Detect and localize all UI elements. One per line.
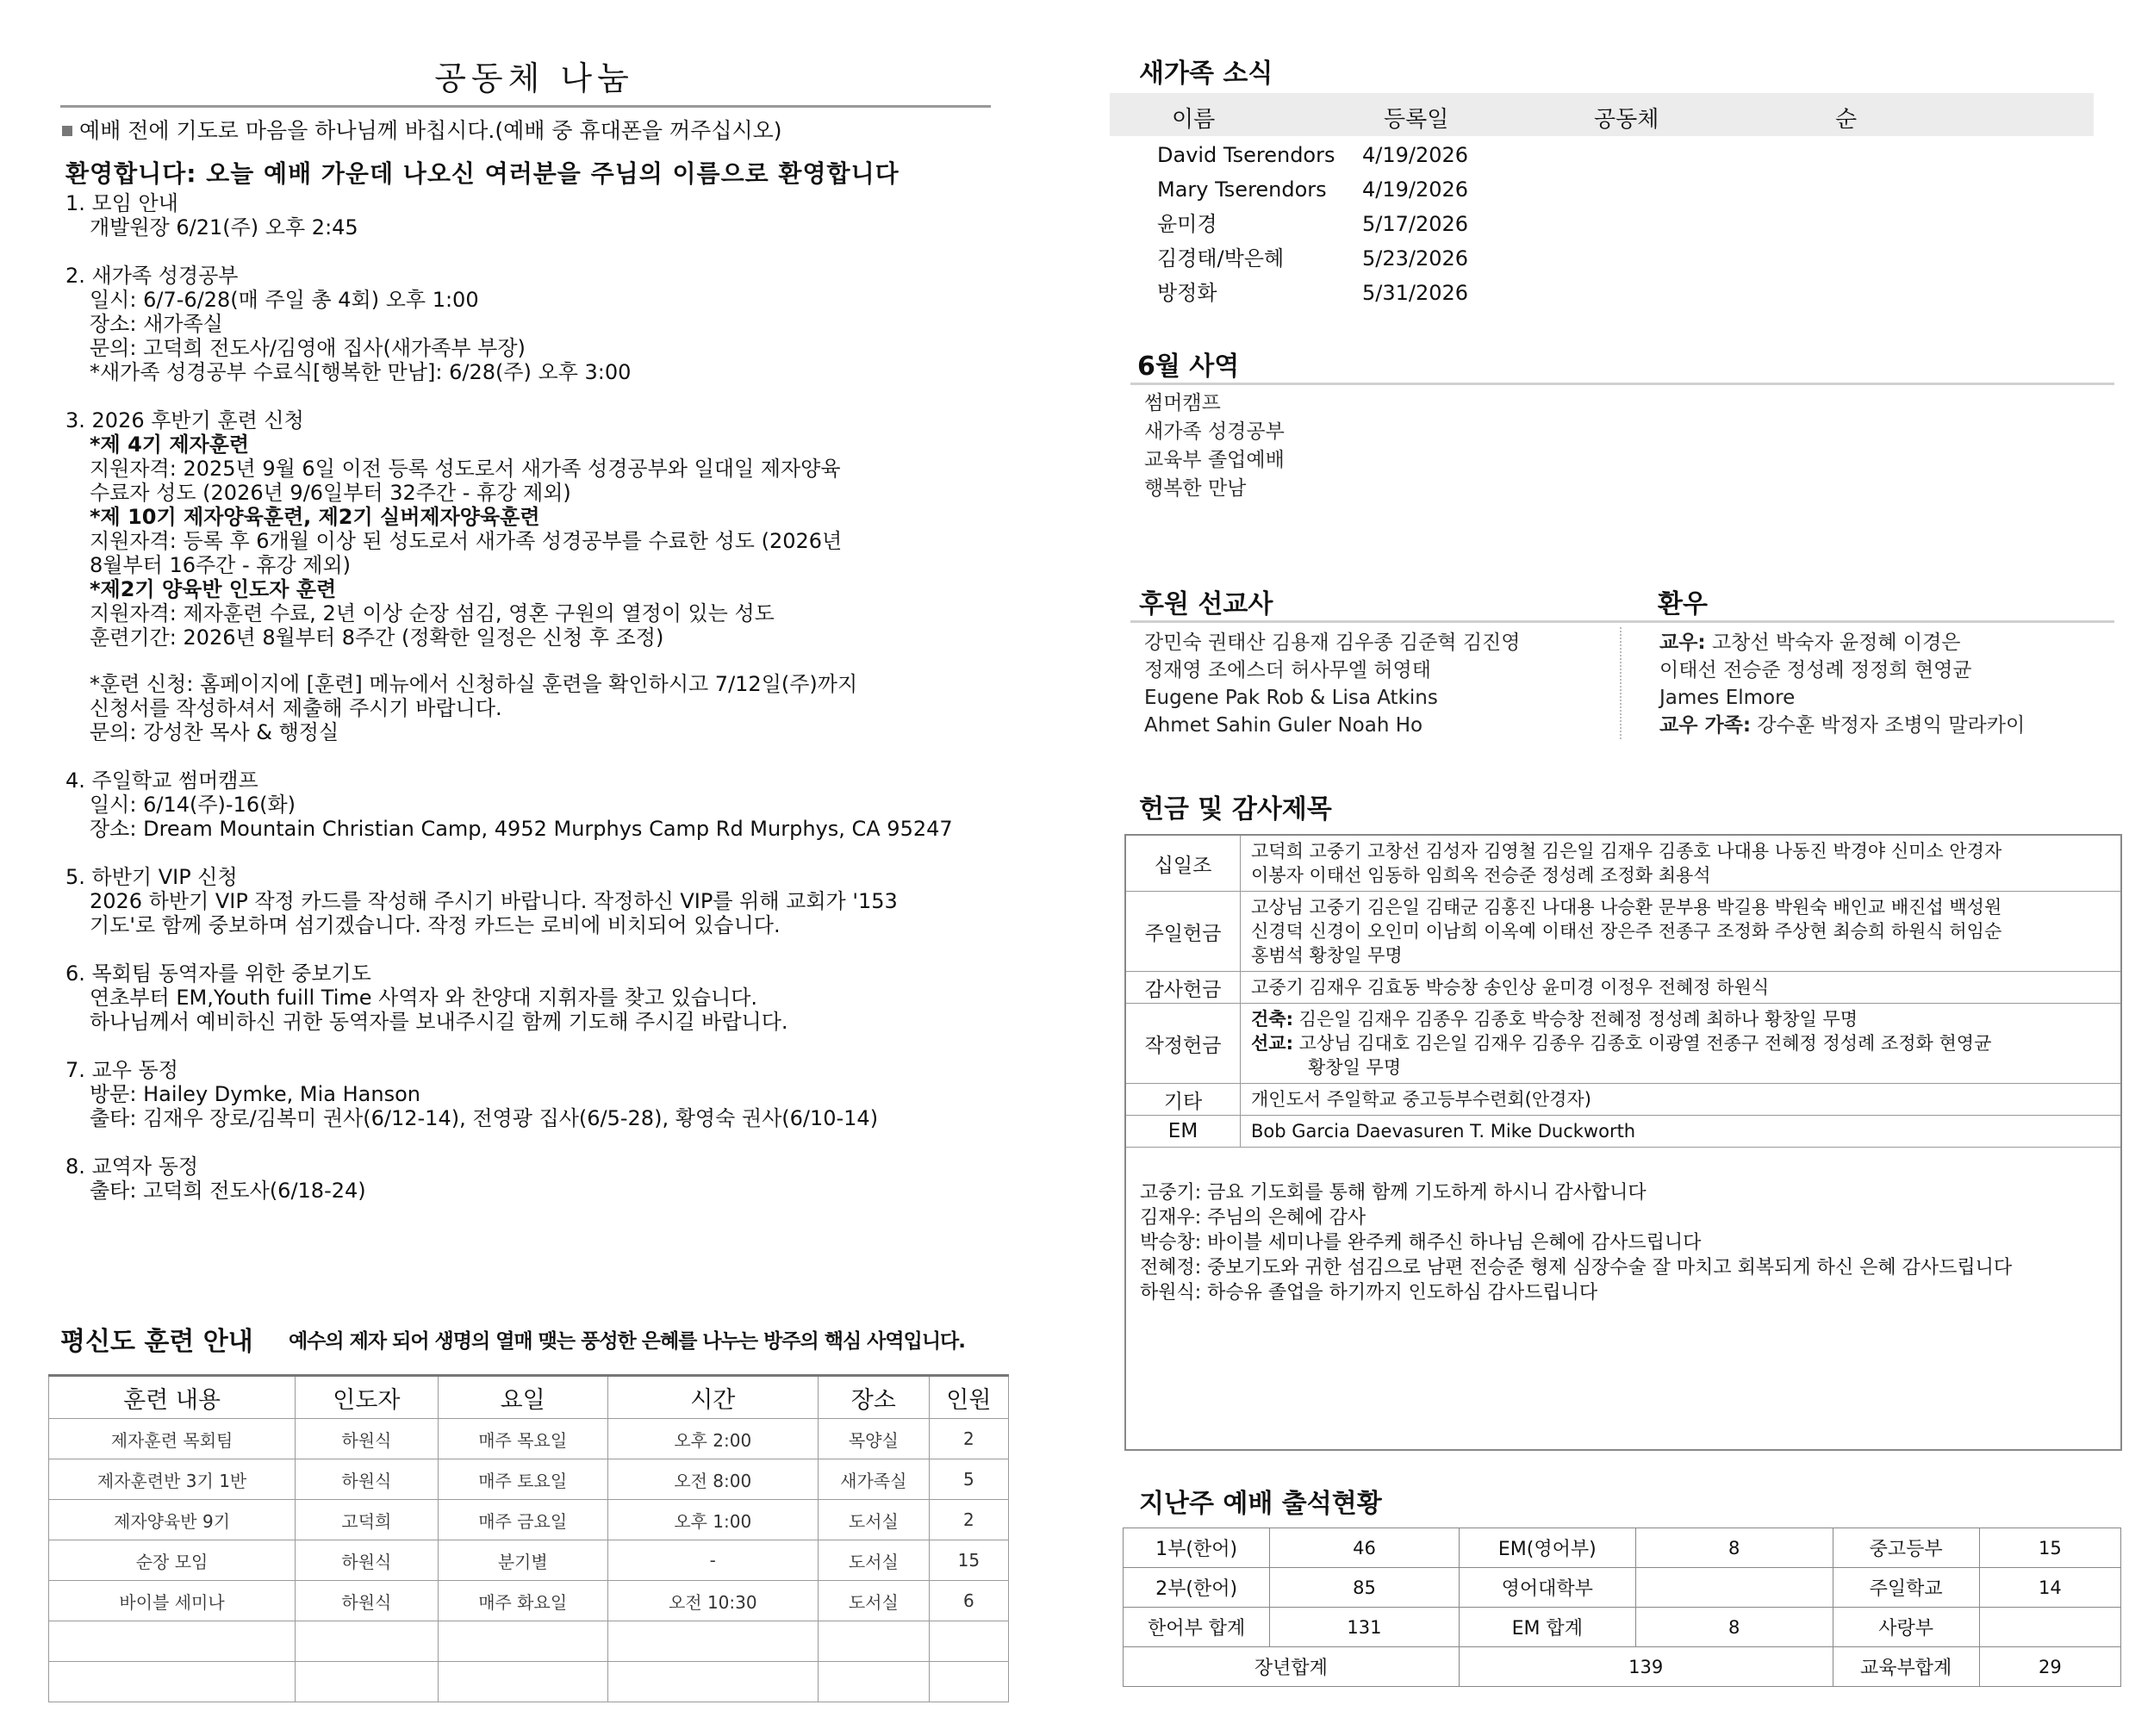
training-cell: - — [607, 1540, 818, 1581]
offering-category: EM — [1126, 1116, 1241, 1148]
training-cell: 순장 모임 — [49, 1540, 296, 1581]
registration-date: 5/17/2026 — [1362, 212, 1469, 236]
announcement-line: 신청서를 작성하셔서 제출해 주시기 바랍니다. — [90, 696, 502, 720]
training-row — [49, 1459, 1009, 1500]
offering-category: 감사헌금 — [1126, 972, 1241, 1004]
training-row — [49, 1621, 1009, 1662]
training-cell: 하원식 — [296, 1459, 439, 1500]
announcement-item — [65, 865, 1013, 937]
offering-line — [1251, 1007, 2110, 1031]
missionary-line: 강민숙 권태산 김용재 김우종 김준혁 김진영 — [1144, 632, 1521, 654]
training-cell: 2 — [929, 1419, 1008, 1459]
training-cell: 도서실 — [818, 1500, 929, 1540]
offering-category: 기타 — [1126, 1084, 1241, 1116]
offering-kind: 건축: — [1251, 1009, 1293, 1030]
announcement-line: 지원자격: 2025년 9월 6일 이전 등록 성도로서 새가족 성경공부와 일대일 제자양육 — [90, 457, 841, 481]
member-name: Mary Tserendors — [1157, 177, 1327, 202]
training-cell — [296, 1662, 439, 1702]
training-table-body — [49, 1419, 1009, 1702]
training-cell: 목양실 — [818, 1419, 929, 1459]
thanks-line: 전혜정: 중보기도와 귀한 섬김으로 남편 전승준 형제 심장수술 잘 마치고 회복되게 하신 은혜 감사드립니다 — [1140, 1257, 2013, 1279]
offering-line — [1251, 919, 2110, 943]
offering-donors: 고덕희 고중기 고창선 김성자 김영철 김은일 김재우 김종호 나대용 나동진 박경야 신미소 안경자 — [1251, 841, 2002, 862]
announcement-item — [65, 768, 1013, 841]
announcement-line: 지원자격: 등록 후 6개월 이상 된 성도로서 새가족 성경공부를 수료한 성도 (2026년 — [90, 529, 843, 553]
training-column-header: 훈련 내용 — [49, 1376, 296, 1419]
registration-date: 4/19/2026 — [1362, 143, 1469, 167]
offering-kind: 선교: — [1251, 1033, 1293, 1054]
offering-donors: 개인도서 주일학교 중고등부수련회(안경자) — [1251, 1089, 1591, 1110]
offering-donors: 고중기 김재우 김효동 박승창 송인상 윤미경 이정우 전혜정 하원식 — [1251, 977, 1770, 998]
member-name: David Tserendors — [1157, 143, 1335, 167]
announcement-line: 개발원장 6/21(주) 오후 2:45 — [90, 215, 358, 240]
spacer — [65, 650, 1013, 672]
announcement-item — [65, 1058, 1013, 1130]
training-subtitle: 예수의 제자 되어 생명의 열매 맺는 풍성한 은혜를 나누는 방주의 핵심 사역입니다. — [289, 1330, 966, 1353]
training-cell — [818, 1662, 929, 1702]
offering-donors: 고상님 김대호 김은일 김재우 김종우 김종호 이광열 전종구 전혜정 정성례 조정화 현영균 — [1292, 1033, 1992, 1054]
announcement-line: *제 10기 제자양육훈련, 제2기 실버제자양육훈련 — [90, 505, 540, 529]
attendance-count — [1979, 1608, 2120, 1647]
training-cell — [929, 1621, 1008, 1662]
announcement-line: *제 4기 제자훈련 — [90, 432, 250, 457]
training-cell: 오후 2:00 — [607, 1419, 818, 1459]
offering-names — [1241, 1084, 2121, 1116]
training-table-header — [49, 1376, 1009, 1419]
training-cell — [49, 1662, 296, 1702]
offering-category: 십일조 — [1126, 836, 1241, 892]
announcement-line: 문의: 고덕희 전도사/김영애 집사(새가족부 부장) — [90, 336, 526, 360]
training-cell: 분기별 — [438, 1540, 607, 1581]
member-name: 윤미경 — [1157, 212, 1217, 236]
attendance-label: EM 합계 — [1459, 1608, 1635, 1647]
announcement-line: *새가족 성경공부 수료식[행복한 만남]: 6/28(주) 오후 3:00 — [90, 360, 632, 384]
offering-category: 작정헌금 — [1126, 1004, 1241, 1084]
offering-row — [1126, 1004, 2120, 1084]
announcement-line: 일시: 6/7-6/28(매 주일 총 4회) 오후 1:00 — [90, 288, 479, 312]
sick-line — [1659, 684, 2025, 712]
announcement-heading: 7. 교우 동정 — [65, 1058, 178, 1082]
attendance-label: 중고등부 — [1833, 1528, 1979, 1568]
attendance-count: 29 — [1979, 1647, 2120, 1687]
announcement-line: 수료자 성도 (2026년 9/6일부터 32주간 - 휴강 제외) — [90, 481, 571, 505]
training-cell: 제자훈련반 3기 1반 — [49, 1459, 296, 1500]
attendance-heading: 지난주 예배 출석현황 — [1139, 1489, 1382, 1519]
offering-line — [1251, 895, 2110, 919]
training-cell: 15 — [929, 1540, 1008, 1581]
announcement-heading: 4. 주일학교 썸머캠프 — [65, 768, 258, 793]
member-name: 방정화 — [1157, 281, 1217, 305]
new-family-row — [1157, 207, 1469, 241]
training-cell: 제자양육반 9기 — [49, 1500, 296, 1540]
square-bullet-icon — [62, 126, 72, 136]
offering-names — [1241, 836, 2121, 892]
offering-line — [1251, 1119, 2110, 1143]
attendance-count: 15 — [1979, 1528, 2120, 1568]
training-cell: 오전 8:00 — [607, 1459, 818, 1500]
training-cell: 2 — [929, 1500, 1008, 1540]
thanks-list — [1140, 1180, 2012, 1305]
announcement-item — [65, 408, 1013, 744]
new-family-row — [1157, 138, 1469, 172]
offering-donors: Bob Garcia Daevasuren T. Mike Duckworth — [1251, 1121, 1636, 1142]
attendance-row — [1124, 1608, 2121, 1647]
attendance-count: 139 — [1459, 1647, 1833, 1687]
attendance-label: 2부(한어) — [1124, 1568, 1270, 1608]
offering-line — [1251, 863, 2110, 887]
registration-date: 5/23/2026 — [1362, 246, 1469, 271]
training-column-header: 인도자 — [296, 1376, 439, 1419]
announcement-heading: 6. 목회팀 동역자를 위한 중보기도 — [65, 961, 371, 986]
attendance-count: 8 — [1635, 1528, 1833, 1568]
training-row — [49, 1540, 1009, 1581]
offering-box — [1124, 834, 2122, 1451]
attendance-label: 교육부합계 — [1833, 1647, 1979, 1687]
offering-row — [1126, 1084, 2120, 1116]
training-cell: 하원식 — [296, 1581, 439, 1621]
june-item: 교육부 졸업예배 — [1144, 449, 1285, 471]
training-heading: 평신도 훈련 안내 — [60, 1327, 253, 1357]
sick-list — [1659, 629, 2025, 739]
new-family-row — [1157, 276, 1469, 310]
announcement-line: 출타: 김재우 장로/김복미 권사(6/12-14), 전영광 집사(6/5-28), 황영숙 권사(6/10-14) — [90, 1106, 879, 1130]
attendance-label: 장년합계 — [1124, 1647, 1460, 1687]
announcements-list — [65, 191, 1013, 1227]
offering-row — [1126, 836, 2120, 892]
attendance-label: 1부(한어) — [1124, 1528, 1270, 1568]
sick-names: 강수훈 박정자 조병익 말라카이 — [1751, 714, 2026, 737]
training-cell: 5 — [929, 1459, 1008, 1500]
announcement-heading: 1. 모임 안내 — [65, 191, 178, 215]
announcement-heading: 8. 교역자 동정 — [65, 1154, 199, 1179]
thanks-line: 하원식: 하승유 졸업을 하기까지 인도하심 감사드립니다 — [1140, 1282, 1598, 1304]
offering-row — [1126, 1116, 2120, 1148]
announcement-line: 방문: Hailey Dymke, Mia Hanson — [90, 1082, 420, 1106]
missionaries-divider — [1130, 620, 2114, 623]
attendance-count — [1635, 1568, 1833, 1608]
training-cell: 매주 토요일 — [438, 1459, 607, 1500]
announcement-heading: 5. 하반기 VIP 신청 — [65, 865, 238, 889]
offering-heading: 헌금 및 감사제목 — [1139, 794, 1332, 824]
announcement-line: 훈련기간: 2026년 8월부터 8주간 (정확한 일정은 신청 후 조정) — [90, 625, 664, 650]
announcement-line: 2026 하반기 VIP 작정 카드를 작성해 주시기 바랍니다. 작정하신 VIP를 위해 교회가 '153 — [90, 889, 898, 913]
june-item: 썸머캠프 — [1144, 392, 1221, 414]
announcement-heading: 2. 새가족 성경공부 — [65, 264, 239, 288]
training-cell — [818, 1621, 929, 1662]
offering-category: 주일헌금 — [1126, 892, 1241, 972]
announcement-item — [65, 264, 1013, 384]
title-divider — [60, 105, 991, 108]
training-cell: 6 — [929, 1581, 1008, 1621]
column-header-group: 순 — [1835, 107, 1858, 133]
sick-heading: 환우 — [1658, 589, 1708, 619]
offering-donors: 황창일 무명 — [1308, 1057, 1402, 1078]
announcement-item — [65, 191, 1013, 240]
column-header-community: 공동체 — [1594, 107, 1659, 133]
attendance-row — [1124, 1568, 2121, 1608]
attendance-count: 46 — [1270, 1528, 1459, 1568]
training-cell: 제자훈련 목회팀 — [49, 1419, 296, 1459]
training-column-header: 장소 — [818, 1376, 929, 1419]
training-column-header: 인원 — [929, 1376, 1008, 1419]
offering-names — [1241, 1004, 2121, 1084]
announcement-line: 문의: 강성찬 목사 & 행정실 — [90, 720, 339, 744]
sick-names: 고창선 박숙자 윤정혜 이경은 — [1705, 632, 1961, 654]
offering-names — [1241, 1116, 2121, 1148]
training-cell: 오전 10:30 — [607, 1581, 818, 1621]
missionary-line: Ahmet Sahin Guler Noah Ho — [1144, 714, 1423, 737]
attendance-count: 131 — [1270, 1608, 1459, 1647]
training-cell: 도서실 — [818, 1581, 929, 1621]
thanks-line: 박승창: 바이블 세미나를 완주케 해주신 하나님 은혜에 감사드립니다 — [1140, 1232, 1702, 1254]
announcement-heading: 3. 2026 후반기 훈련 신청 — [65, 408, 304, 432]
training-cell — [438, 1662, 607, 1702]
training-cell — [929, 1662, 1008, 1702]
offering-line — [1251, 1031, 2110, 1055]
training-row — [49, 1662, 1009, 1702]
announcement-line: 하나님께서 예비하신 귀한 동역자를 보내주시길 함께 기도해 주시길 바랍니다. — [90, 1010, 788, 1034]
thanks-line: 고중기: 금요 기도회를 통해 함께 기도하게 하시니 감사합니다 — [1140, 1182, 1647, 1204]
training-cell: 도서실 — [818, 1540, 929, 1581]
attendance-label: 주일학교 — [1833, 1568, 1979, 1608]
announcement-line: *제2기 양육반 인도자 훈련 — [90, 577, 337, 601]
thanks-line: 김재우: 주님의 은혜에 감사 — [1140, 1207, 1366, 1229]
announcement-line: 일시: 6/14(주)-16(화) — [90, 793, 296, 817]
training-cell: 매주 금요일 — [438, 1500, 607, 1540]
column-header-name: 이름 — [1172, 107, 1216, 133]
offering-donors: 홍범석 황창일 무명 — [1251, 945, 1403, 966]
welcome-message: 환영합니다: 오늘 예배 가운데 나오신 여러분을 주님의 이름으로 환영합니다 — [65, 159, 900, 188]
new-family-list — [1157, 138, 1469, 310]
announcement-line: *훈련 신청: 홈페이지에 [훈련] 메뉴에서 신청하실 훈련을 확인하시고 7/12일(주)까지 — [90, 672, 858, 696]
training-cell: 매주 화요일 — [438, 1581, 607, 1621]
offering-line — [1251, 943, 2110, 968]
offering-donors: 김은일 김재우 김종우 김종호 박승창 전혜정 정성례 최하나 황창일 무명 — [1292, 1009, 1858, 1030]
new-family-header — [1110, 93, 2094, 136]
training-cell: 오후 1:00 — [607, 1500, 818, 1540]
attendance-total-row — [1124, 1647, 2121, 1687]
offering-line — [1251, 975, 2110, 999]
sick-names: 이태선 전승준 정성례 정정희 현영균 — [1659, 659, 1972, 681]
announcement-line: 연초부터 EM,Youth fuill Time 사역자 와 찬양대 지휘자를 찾고 있습니다. — [90, 986, 758, 1010]
new-family-row — [1157, 172, 1469, 207]
missionaries-list — [1144, 629, 1520, 739]
training-cell: 매주 목요일 — [438, 1419, 607, 1459]
page-title: 공동체 나눔 — [434, 59, 634, 97]
announcement-line: 기도'로 함께 중보하며 섬기겠습니다. 작정 카드는 로비에 비치되어 있습니다. — [90, 913, 781, 937]
training-row — [49, 1419, 1009, 1459]
offering-table — [1126, 836, 2120, 1148]
attendance-row — [1124, 1528, 2121, 1568]
june-item: 행복한 만남 — [1144, 477, 1247, 500]
announcement-line: 출타: 고덕희 전도사(6/18-24) — [90, 1179, 366, 1203]
offering-names — [1241, 892, 2121, 972]
missionary-line: 정재영 조에스더 허사무엘 허영태 — [1144, 659, 1431, 681]
offering-donors: 신경덕 신경이 오인미 이남희 이옥예 이태선 장은주 전종구 조정화 주상현 최승희 하원식 허임순 — [1251, 921, 2002, 942]
sick-category: 교우 가족: — [1659, 714, 1752, 737]
training-cell: 새가족실 — [818, 1459, 929, 1500]
missionaries-heading: 후원 선교사 — [1139, 589, 1273, 619]
june-ministry-heading: 6월 사역 — [1137, 352, 1240, 382]
offering-line — [1251, 1055, 2110, 1080]
training-cell: 하원식 — [296, 1540, 439, 1581]
sick-names: James Elmore — [1659, 687, 1796, 709]
offering-line — [1251, 839, 2110, 863]
training-row — [49, 1500, 1009, 1540]
training-cell — [438, 1621, 607, 1662]
june-item: 새가족 성경공부 — [1144, 420, 1285, 443]
offering-row — [1126, 892, 2120, 972]
sick-line — [1659, 656, 2025, 684]
training-column-header: 요일 — [438, 1376, 607, 1419]
registration-date: 4/19/2026 — [1362, 177, 1469, 202]
attendance-count: 85 — [1270, 1568, 1459, 1608]
offering-donors: 이봉자 이태선 임동하 임희옥 전승준 정성례 조정화 최용석 — [1251, 865, 1711, 886]
attendance-count: 8 — [1635, 1608, 1833, 1647]
member-name: 김경태/박은혜 — [1157, 246, 1285, 271]
june-ministry-list — [1144, 389, 1285, 503]
sick-category: 교우: — [1659, 632, 1706, 654]
offering-row — [1126, 972, 2120, 1004]
sick-line — [1659, 712, 2025, 739]
training-cell — [49, 1621, 296, 1662]
announcement-line: 지원자격: 제자훈련 수료, 2년 이상 순장 섬김, 영혼 구원의 열정이 있는 성도 — [90, 601, 775, 625]
training-cell: 고덕희 — [296, 1500, 439, 1540]
training-table — [48, 1374, 1009, 1702]
offering-donors: 고상님 고중기 김은일 김태군 김홍진 나대용 나승환 문부용 박길용 박원숙 배인교 배진섭 백성원 — [1251, 897, 2002, 918]
announcement-line: 8월부터 16주간 - 휴강 제외) — [90, 553, 352, 577]
june-divider — [1130, 383, 2114, 385]
worship-notice — [62, 114, 782, 145]
missionary-line: Eugene Pak Rob & Lisa Atkins — [1144, 687, 1438, 709]
training-cell: 하원식 — [296, 1419, 439, 1459]
training-cell: 바이블 세미나 — [49, 1581, 296, 1621]
attendance-label: 한어부 합계 — [1124, 1608, 1270, 1647]
column-divider — [1620, 627, 1622, 739]
notice-text: 예배 전에 기도로 마음을 하나님께 바칩시다.(예배 중 휴대폰을 꺼주십시오) — [79, 118, 782, 143]
announcement-item — [65, 1154, 1013, 1203]
offering-line — [1251, 1087, 2110, 1111]
new-family-heading: 새가족 소식 — [1139, 59, 1273, 89]
attendance-label: 사랑부 — [1833, 1608, 1979, 1647]
column-header-date: 등록일 — [1384, 107, 1449, 133]
training-row — [49, 1581, 1009, 1621]
training-cell — [607, 1621, 818, 1662]
attendance-count: 14 — [1979, 1568, 2120, 1608]
training-column-header: 시간 — [607, 1376, 818, 1419]
sick-line — [1659, 629, 2025, 656]
training-cell — [296, 1621, 439, 1662]
attendance-table — [1123, 1528, 2121, 1687]
announcement-line: 장소: 새가족실 — [90, 312, 223, 336]
registration-date: 5/31/2026 — [1362, 281, 1469, 305]
offering-names — [1241, 972, 2121, 1004]
announcement-item — [65, 961, 1013, 1034]
announcement-line: 장소: Dream Mountain Christian Camp, 4952 Murphys Camp Rd Murphys, CA 95247 — [90, 817, 953, 841]
new-family-row — [1157, 241, 1469, 276]
attendance-label: 영어대학부 — [1459, 1568, 1635, 1608]
attendance-label: EM(영어부) — [1459, 1528, 1635, 1568]
training-cell — [607, 1662, 818, 1702]
